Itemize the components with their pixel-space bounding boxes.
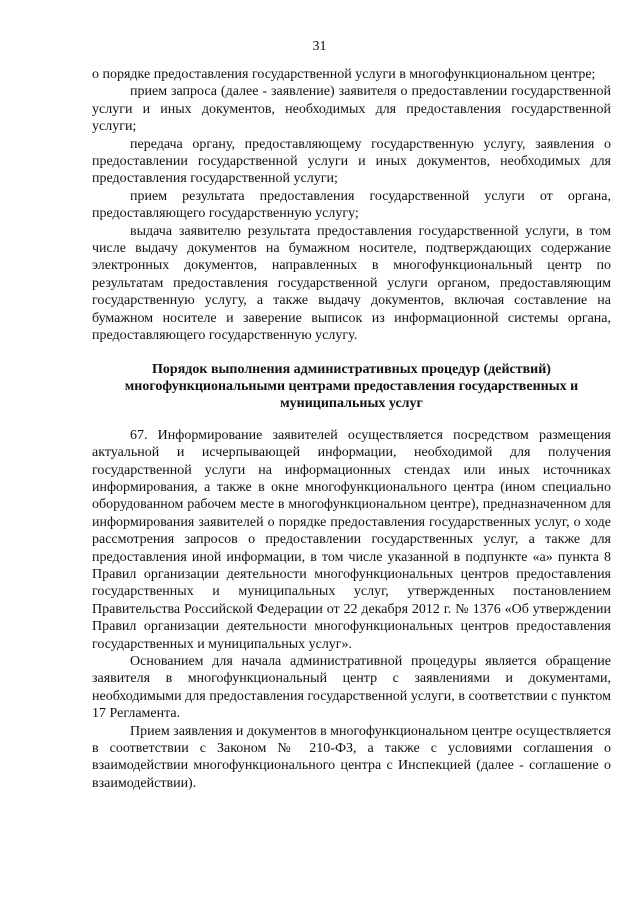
paragraph-application-intake: Прием заявления и документов в многофункциональном центре осуществляется в соответствии с Законом № 210-ФЗ, а также с условиями соглашения о взаимодействии многофункционального центра с Инспекцией (далее - соглашение о взаимодействии). bbox=[92, 723, 611, 791]
paragraph-result-issuance: выдача заявителю результата предоставления государственной услуги, в том числе выдачу документов на бумажном носителе, подтверждающих содержание электронных документов, направленных в многофункциональный центр по результатам предоставления государственной услуги органом, предоставляющим государственную услугу, а также выдачу документов, включая составление на бумажном носителе и заверение выписок из информационной системы органа, предоставляющего государственную услугу. bbox=[92, 223, 611, 344]
paragraph-mfc-order: о порядке предоставления государственной услуги в многофункциональном центре; bbox=[92, 67, 596, 82]
page-number: 31 bbox=[312, 39, 327, 54]
paragraph-result-reception: прием результата предоставления государственной услуги от органа, предоставляющего государственную услугу; bbox=[92, 188, 611, 222]
document-body bbox=[92, 66, 611, 792]
paragraph-request-intake: прием запроса (далее - заявление) заявителя о предоставлении государственной услуги и иных документов, необходимых для предоставления государственной услуги; bbox=[92, 84, 611, 135]
paragraph-transfer-to-authority: передача органу, предоставляющему государственную услугу, заявления о предоставлении государственной услуги и иных документов, необходимых для предоставления государственной услуги; bbox=[92, 136, 611, 187]
section-heading bbox=[92, 361, 611, 413]
section-heading-line-3: муниципальных услуг bbox=[280, 396, 423, 412]
section-heading-line-1: Порядок выполнения административных процедур (действий) bbox=[152, 361, 551, 377]
paragraph-67-informing: 67. Информирование заявителей осуществляется посредством размещения актуальной и исчерпывающей информации, необходимой для получения государственной услуги на информационных стендах или иных источниках информирования, а также в окне многофункционального центра (ином специально оборудованном рабочем месте в многофункциональном центре), предназначенном для информирования заявителей о порядке предоставления государственных услуг, о ходе рассмотрения запросов о предоставлении государственных услуг, а также для предоставления иной информации, в том числе указанной в подпункте «а» пункта 8 Правил организации деятельности многофункциональных центров предоставления государственных и муниципальных услуг, утвержденных постановлением Правительства Российской Федерации от 22 декабря 2012 г. № 1376 «Об утверждении Правил организации деятельности многофункциональных центров предоставления государственных и муниципальных услуг». bbox=[92, 427, 611, 652]
paragraph-procedure-basis: Основанием для начала административной процедуры является обращение заявителя в многофункциональный центр с заявлениями и документами, необходимыми для предоставления государственной услуги, в соответствии с пунктом 17 Регламента. bbox=[92, 654, 611, 722]
section-heading-line-2: многофункциональными центрами предоставления государственных и bbox=[124, 378, 579, 394]
